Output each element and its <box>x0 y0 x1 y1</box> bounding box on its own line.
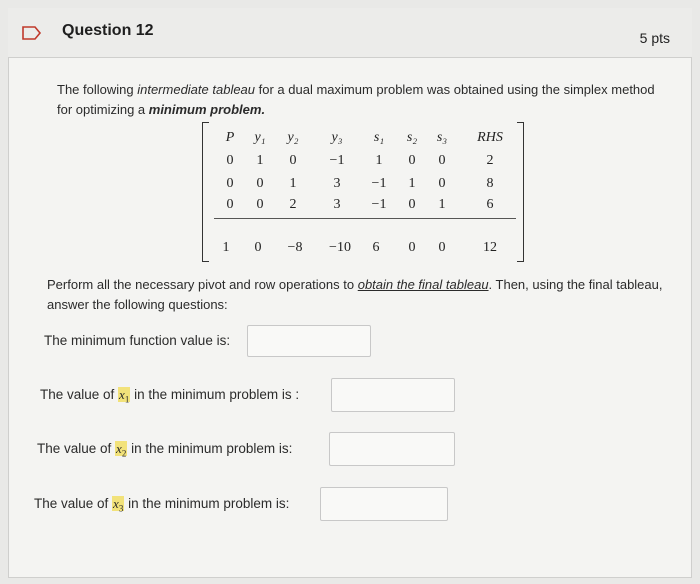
answer-label-x2: The value of $x_2$ in the minimum problem is: <box>37 441 293 459</box>
tableau-objective-cell: −8 <box>287 240 303 255</box>
flag-icon[interactable] <box>22 26 42 45</box>
tableau-objective-cell: 6 <box>372 240 380 255</box>
tableau-cell: 1 <box>438 197 446 212</box>
tableau-cell: −1 <box>371 197 387 212</box>
question-points: 5 pts <box>639 30 670 46</box>
tableau-cell: 0 <box>438 176 446 191</box>
tableau-cell: 0 <box>226 176 234 191</box>
matrix-bracket-left <box>202 122 209 262</box>
tableau-cell: 0 <box>408 197 416 212</box>
answer-label-x3: The value of $x_3$ in the minimum problem is: <box>34 496 290 514</box>
tableau-cell: −1 <box>371 176 387 191</box>
variable-x1: $x_1$ <box>119 387 130 405</box>
tableau-cell: 2 <box>486 153 494 168</box>
answer-input-x2[interactable] <box>329 432 455 466</box>
tableau-header: s₃ <box>436 130 448 145</box>
tableau-objective-cell: 12 <box>483 240 497 255</box>
answer-input-x3[interactable] <box>320 487 448 521</box>
matrix-bracket-right <box>517 122 524 262</box>
tableau-objective-cell: 0 <box>438 240 446 255</box>
tableau-cell: 8 <box>486 176 494 191</box>
tableau-header: P <box>225 130 235 145</box>
tableau-cell: 6 <box>486 197 494 212</box>
question-intro: The following intermediate tableau for a dual maximum problem was obtained using the simplex method for optimizing a minimum problem. <box>57 82 655 117</box>
tableau-cell: 2 <box>289 197 297 212</box>
tableau-cell: 3 <box>333 197 341 212</box>
tableau-cell: 0 <box>256 197 264 212</box>
answer-input-x1[interactable] <box>331 378 455 412</box>
question-instruction: Perform all the necessary pivot and row operations to obtain the final tableau. Then, using the final tableau, answer the following questions: <box>47 277 663 312</box>
variable-x3: $x_3$ <box>113 496 124 514</box>
answer-label-x1: The value of $x_1$ in the minimum problem is : <box>40 387 300 405</box>
tableau-header: RHS <box>477 130 503 145</box>
answer-input-min-value[interactable] <box>247 325 371 357</box>
tableau-divider <box>214 218 516 219</box>
tableau-objective-cell: −10 <box>329 240 351 255</box>
tableau-cell: 1 <box>289 176 297 191</box>
question-title: Question 12 <box>62 22 154 39</box>
tableau-cell: 0 <box>408 153 416 168</box>
tableau-cell: 0 <box>226 197 234 212</box>
tableau-cell: 3 <box>333 176 341 191</box>
answer-label-min-value: The minimum function value is: <box>44 333 231 348</box>
tableau-cell: 1 <box>408 176 416 191</box>
tableau-header: y₃ <box>331 130 343 145</box>
tableau-objective-cell: 1 <box>222 240 230 255</box>
tableau-header: s₂ <box>406 130 418 145</box>
tableau-cell: 0 <box>226 153 234 168</box>
tableau-cell: 0 <box>438 153 446 168</box>
tableau-header: y₂ <box>287 130 299 145</box>
tableau-cell: −1 <box>329 153 345 168</box>
tableau-objective-cell: 0 <box>408 240 416 255</box>
simplex-tableau <box>202 122 524 262</box>
variable-x2: $x_2$ <box>116 441 127 459</box>
instruction-emphasis: obtain the final tableau <box>357 277 489 292</box>
tableau-cell: 1 <box>256 153 264 168</box>
tableau-header: y₁ <box>254 130 266 145</box>
tableau-objective-cell: 0 <box>254 240 262 255</box>
tableau-header: s₁ <box>373 130 385 145</box>
question-header <box>8 8 692 58</box>
tableau-cell: 0 <box>256 176 264 191</box>
tableau-cell: 0 <box>289 153 297 168</box>
tableau-cell: 1 <box>375 153 383 168</box>
